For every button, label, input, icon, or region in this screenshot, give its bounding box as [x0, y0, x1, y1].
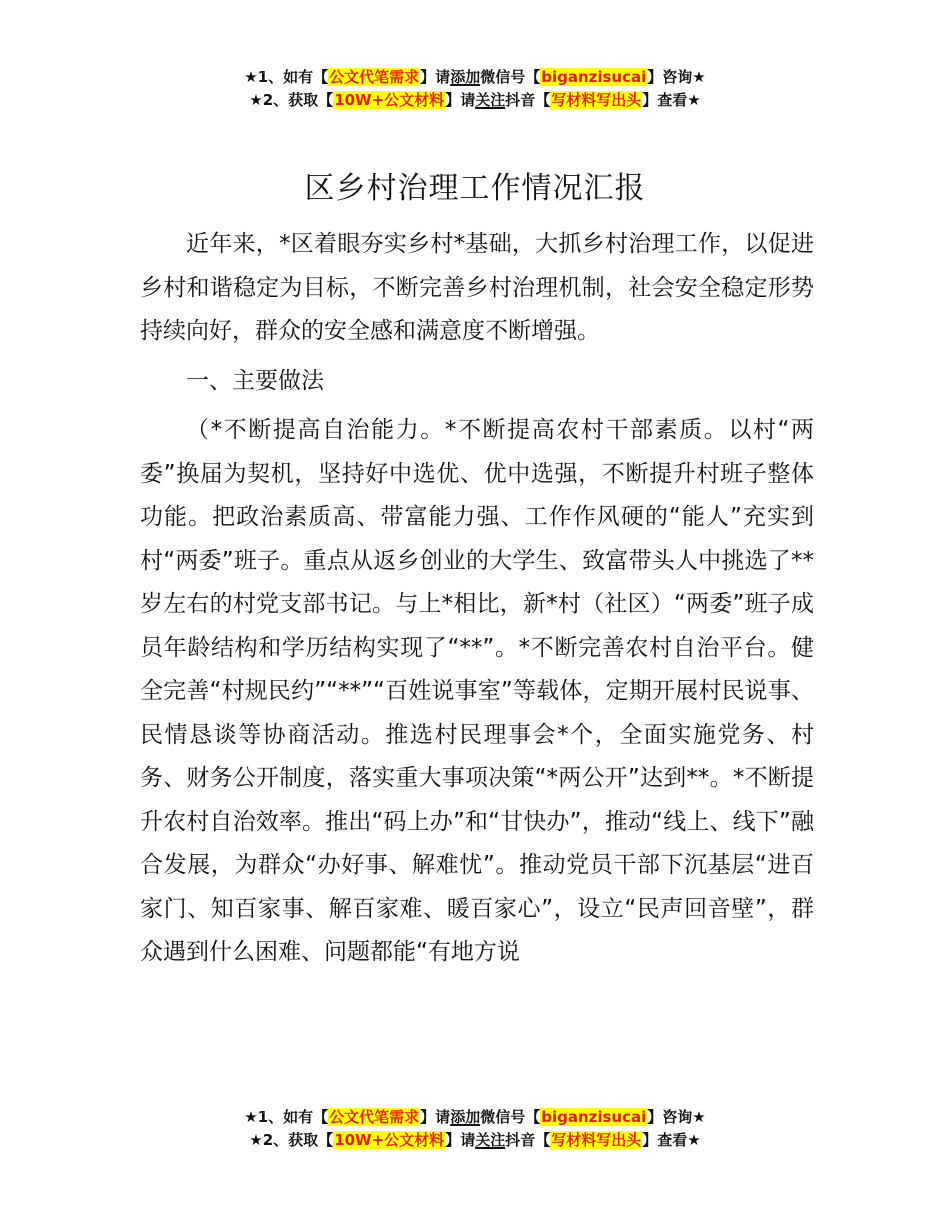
header-banner-line-2 — [0, 89, 950, 112]
banner-highlight: biganzisucai — [541, 1108, 647, 1126]
banner-highlight: 公文代笔需求 — [329, 68, 420, 86]
banner-underline: 添加 — [450, 1108, 481, 1126]
banner-text: 微信号【 — [480, 68, 541, 86]
banner-text: 】查看★ — [642, 91, 701, 109]
banner-text: ★2、获取【 — [249, 1131, 334, 1149]
banner-text: ★1、如有【 — [244, 68, 329, 86]
banner-underline: 添加 — [450, 68, 481, 86]
banner-text: 抖音【 — [505, 91, 551, 109]
document-title: 区乡村治理工作情况汇报 — [304, 171, 646, 206]
banner-underline: 关注 — [475, 91, 506, 109]
banner-highlight: 写材料写出头 — [551, 1131, 642, 1149]
banner-text: 】查看★ — [642, 1131, 701, 1149]
header-banner-line-1 — [0, 66, 950, 89]
banner-text: 】请 — [445, 91, 476, 109]
footer-banner-line-2 — [0, 1129, 950, 1152]
banner-highlight: 10W+公文材料 — [334, 91, 445, 109]
banner-highlight: 10W+公文材料 — [334, 1131, 445, 1149]
footer-banner-line-1 — [0, 1106, 950, 1129]
banner-highlight: 公文代笔需求 — [329, 1108, 420, 1126]
banner-text: 】请 — [420, 1108, 451, 1126]
banner-text: 微信号【 — [480, 1108, 541, 1126]
document-body — [140, 223, 814, 975]
banner-highlight: biganzisucai — [541, 68, 647, 86]
banner-highlight: 写材料写出头 — [551, 91, 642, 109]
intro-paragraph: 近年来，*区着眼夯实乡村*基础，大抓乡村治理工作，以促进乡村和谐稳定为目标，不断完善乡村治理机制，社会安全稳定形势持续向好，群众的安全感和满意度不断增强。 — [140, 231, 814, 344]
banner-text: 】咨询★ — [647, 68, 706, 86]
banner-text: 】咨询★ — [647, 1108, 706, 1126]
banner-underline: 关注 — [475, 1131, 506, 1149]
footer-banner — [0, 1106, 950, 1152]
banner-text: ★2、获取【 — [249, 91, 334, 109]
banner-text: 】请 — [420, 68, 451, 86]
body-paragraph: （*不断提高自治能力。*不断提高农村干部素质。以村“两委”换届为契机，坚持好中选优、优中选强，不断提升村班子整体功能。把政治素质高、带富能力强、工作作风硬的“能人”充实到村“两委”班子。重点从返乡创业的大学生、致富带头人中挑选了**岁左右的村党支部书记。与上*相比，新*村（社区）“两委”班子成员年龄结构和学历结构实现了“**”。*不断完善农村自治平台。健全完善“村规民约”“**”“百姓说事室”等载体，定期开展村民说事、民情恳谈等协商活动。推选村民理事会*个，全面实施党务、村务、财务公开制度，落实重大事项决策“*两公开”达到**。*不断提升农村自治效率。推出“码上办”和“甘快办”，推动“线上、线下”融合发展，为群众“办好事、解难忧”。推动党员干部下沉基层“进百家门、知百家事、解百家难、暖百家心”，设立“民声回音壁”，群众遇到什么困难、问题都能“有地方说 — [140, 417, 814, 965]
banner-text: ★1、如有【 — [244, 1108, 329, 1126]
banner-text: 抖音【 — [505, 1131, 551, 1149]
banner-text: 】请 — [445, 1131, 476, 1149]
section-heading: 一、主要做法 — [186, 367, 324, 394]
header-banner — [0, 66, 950, 112]
